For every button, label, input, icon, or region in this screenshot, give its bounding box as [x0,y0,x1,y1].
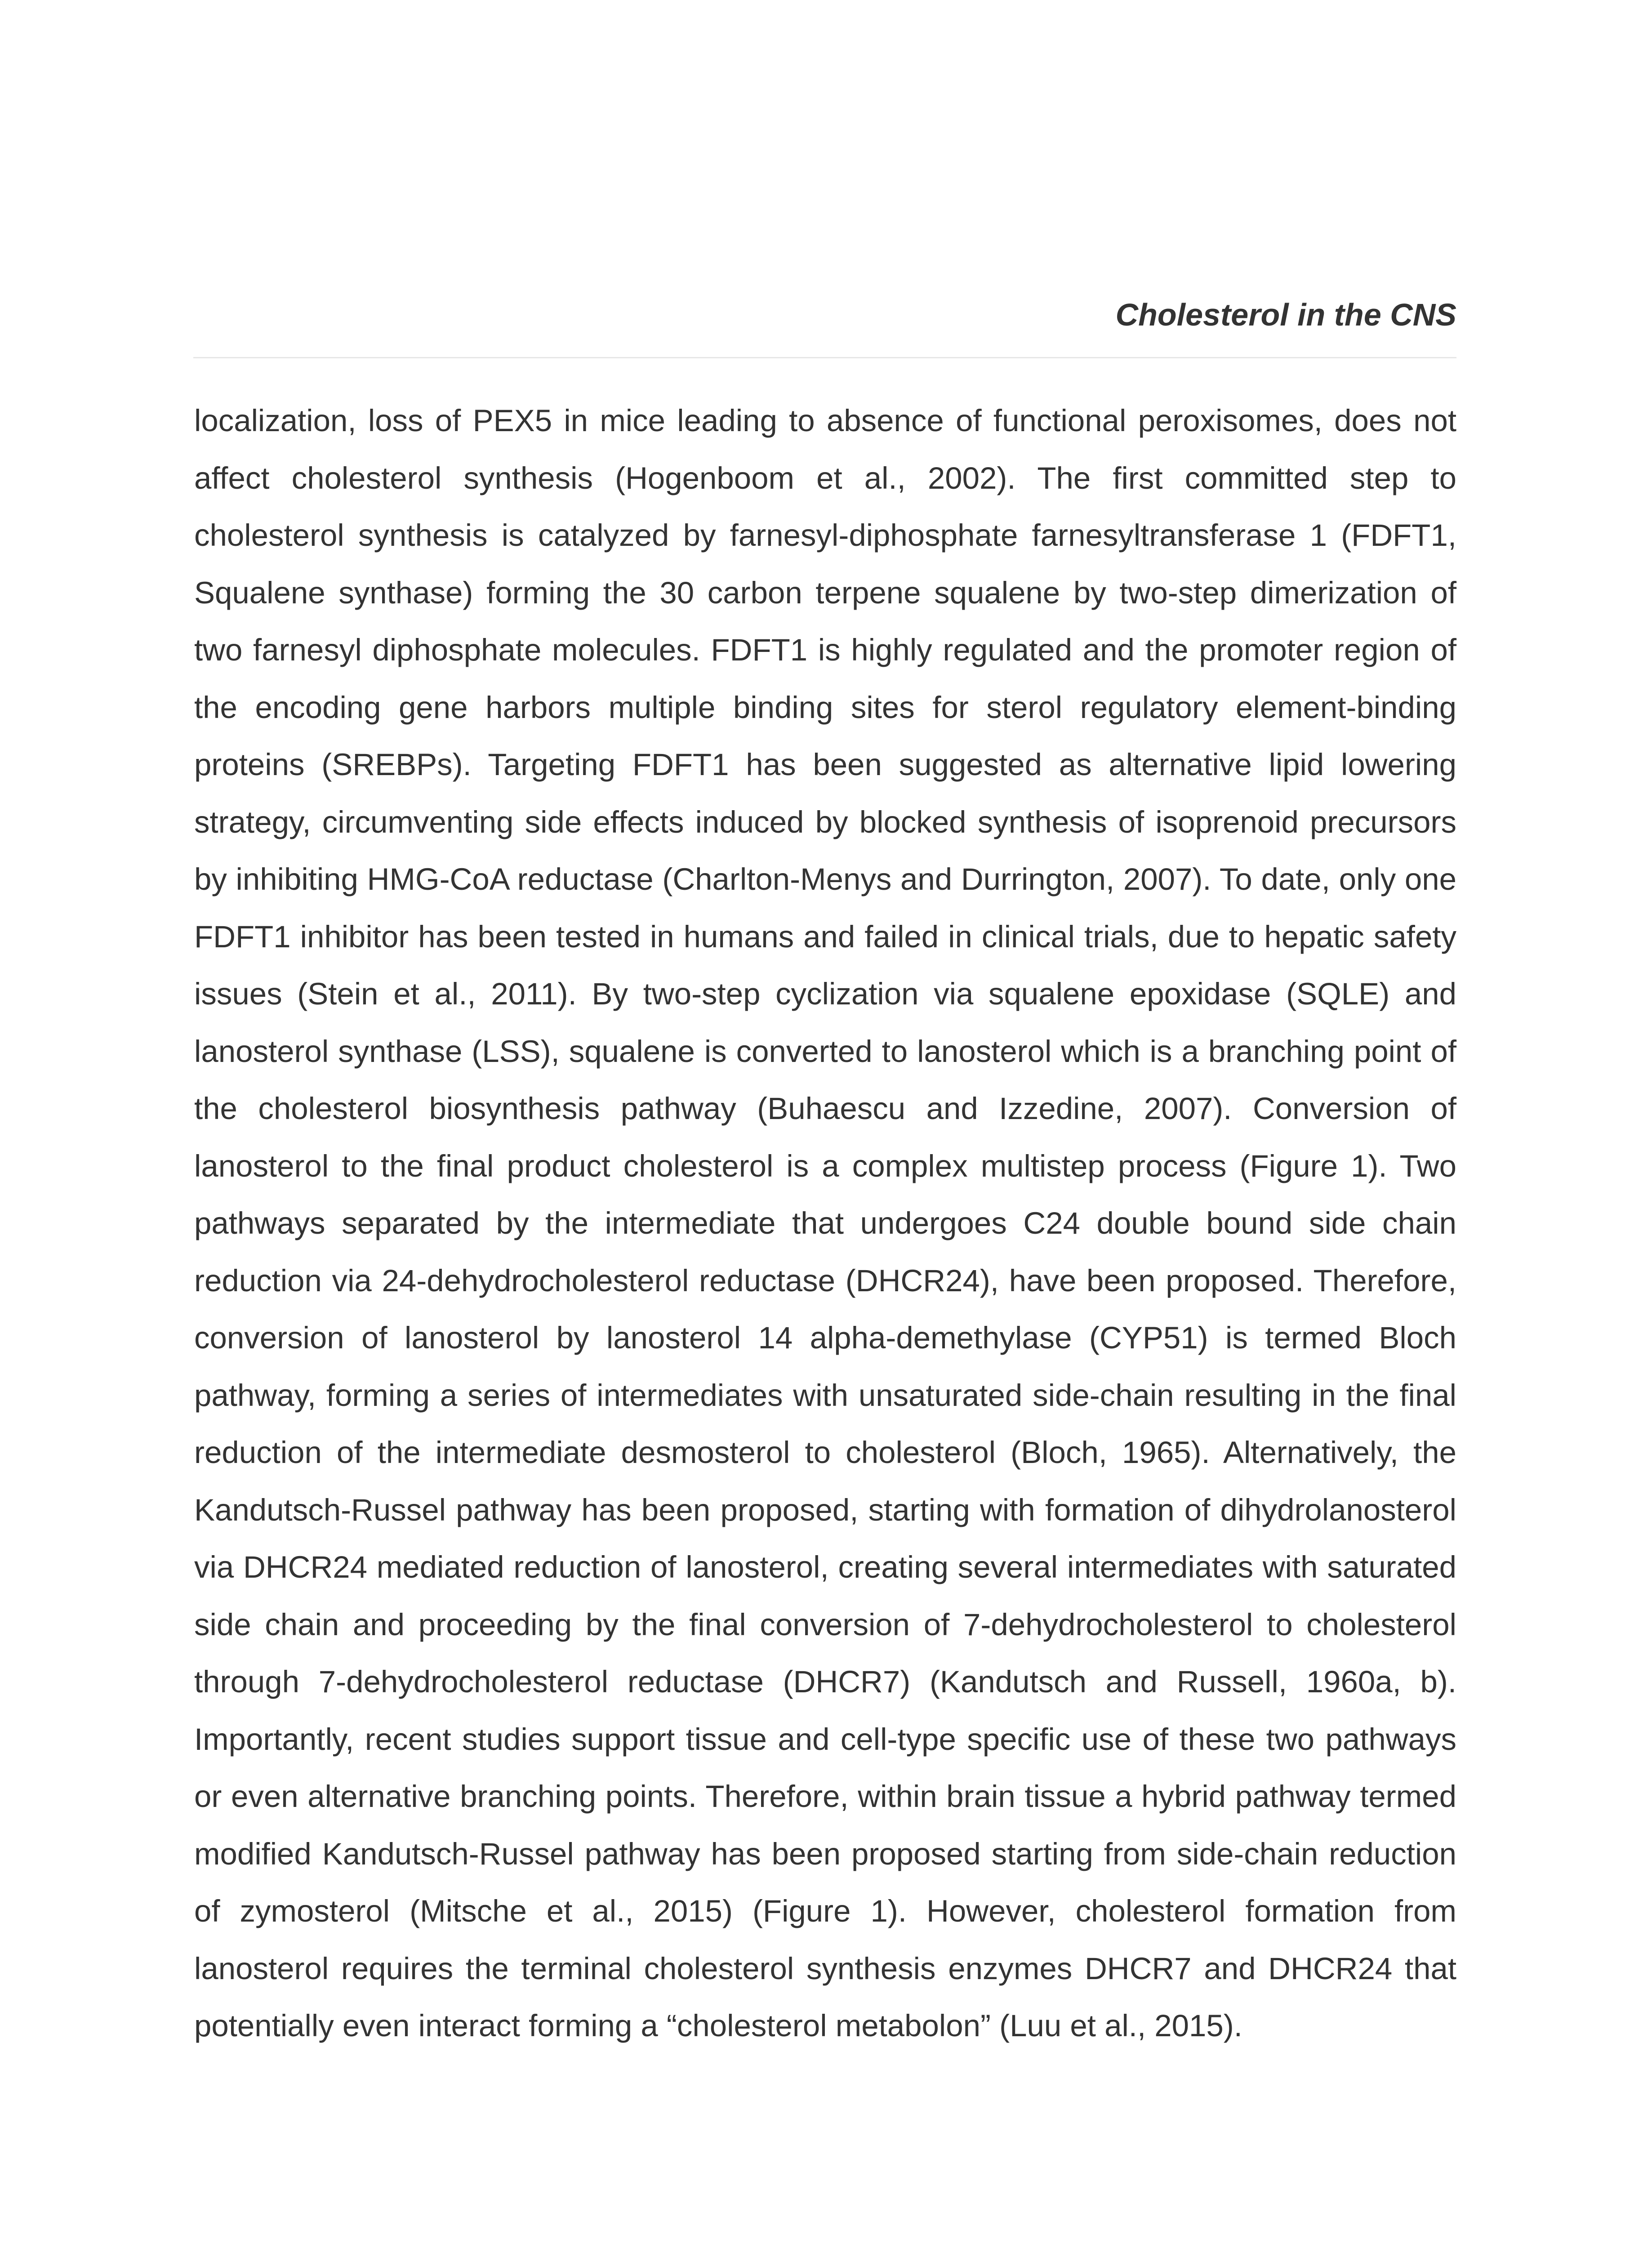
body-paragraph: localization, loss of PEX5 in mice leading to absence of functional peroxisomes, does not affect cholesterol synthesis (Hogenboom et al., 2002). The first committed step to cholesterol synthesis is catalyzed by farnesyl-diphosphate farnesyltransferase 1 (FDFT1, Squalene synthase) forming the 30 carbon terpene squalene by two-step dimerization of two farnesyl diphosphate molecules. FDFT1 is highly regulated and the promoter region of the encoding gene harbors multiple binding sites for sterol regulatory element-binding proteins (SREBPs). Targeting FDFT1 has been suggested as alternative lipid lowering strategy, circumventing side effects induced by blocked synthesis of isoprenoid precursors by inhibiting HMG-CoA reductase (Charlton-Menys and Durrington, 2007). To date, only one FDFT1 inhibitor has been tested in humans and failed in clinical trials, due to hepatic safety issues (Stein et al., 2011). By two-step cyclization via squalene epoxidase (SQLE) and lanosterol synthase (LSS), squalene is converted to lanosterol which is a branching point of the cholesterol biosynthesis pathway (Buhaescu and Izzedine, 2007). Conversion of lanosterol to the final product cholesterol is a complex multistep process (Figure 1). Two pathways separated by the intermediate that undergoes C24 double bound side chain reduction via 24-dehydrocholesterol reductase (DHCR24), have been proposed. Therefore, conversion of lanosterol by lanosterol 14 alpha-demethylase (CYP51) is termed Bloch pathway, forming a series of intermediates with unsaturated side-chain resulting in the final reduction of the intermediate desmosterol to cholesterol (Bloch, 1965). Alternatively, the Kandutsch-Russel pathway has been proposed, starting with formation of dihydrolanosterol via DHCR24 mediated reduction of lanosterol, creating several intermediates with saturated side chain and proceeding by the final conversion of 7-dehydrocholesterol to cholesterol through 7-dehydrocholesterol reductase (DHCR7) (Kandutsch and Russell, 1960a, b). Importantly, recent studies support tissue and cell-type specific use of these two pathways or even alternative branching points. Therefore, within brain tissue a hybrid pathway termed modified Kandutsch-Russel pathway has been proposed starting from side-chain reduction of zymosterol (Mitsche et al., 2015) (Figure 1). However, cholesterol formation from lanosterol requires the terminal cholesterol synthesis enzymes DHCR7 and DHCR24 that potentially even interact forming a “cholesterol metabolon” (Luu et al., 2015). [194,403,1456,2043]
running-header-title: Cholesterol in the CNS [1115,297,1456,332]
header-divider [193,357,1456,358]
